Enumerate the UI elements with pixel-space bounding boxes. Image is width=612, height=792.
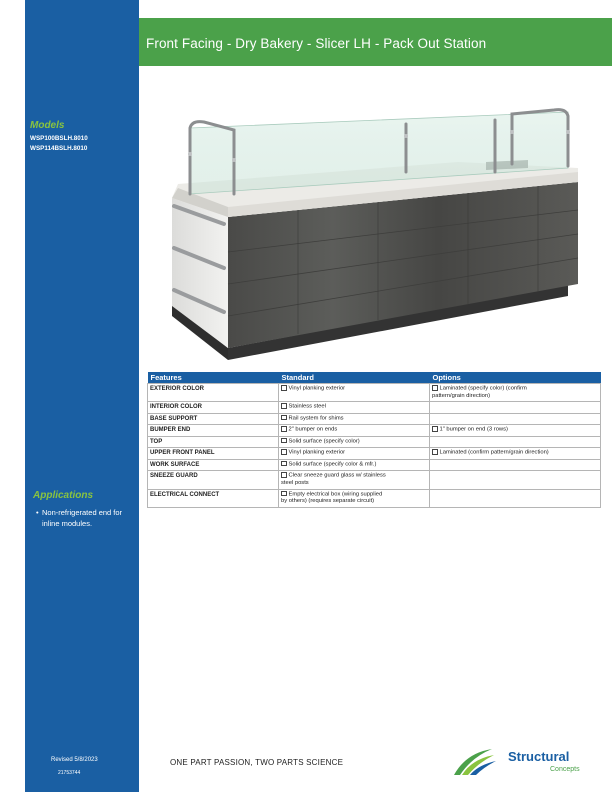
option-cell — [430, 402, 601, 414]
standard-cell — [279, 471, 430, 489]
standard-cell — [279, 448, 430, 460]
standard-cell — [279, 413, 430, 425]
standard-text: 2" bumper on ends — [288, 426, 338, 433]
feature-name: UPPER FRONT PANEL — [148, 448, 279, 460]
model-number: WSP114BSLH.8010 — [30, 145, 88, 152]
option-text: Laminated (specify color) (confirm pattern/grain direction) — [432, 385, 527, 399]
standard-text: Solid surface (specify color & mfr.) — [288, 461, 377, 468]
standard-text: Solid surface (specify color) — [288, 438, 360, 445]
table-row — [148, 489, 601, 507]
table-row — [148, 413, 601, 425]
feature-name: ELECTRICAL CONNECT — [148, 489, 279, 507]
document-number: 21753744 — [58, 770, 81, 776]
standard-text: Rail system for shims — [288, 415, 344, 422]
applications-title: Applications — [33, 490, 94, 501]
tagline: ONE PART PASSION, TWO PARTS SCIENCE — [170, 758, 344, 767]
logo-swoosh-icon — [454, 749, 496, 775]
checkbox-icon — [281, 426, 287, 432]
option-cell — [430, 425, 601, 437]
option-text: 1" bumper on end (3 rows) — [439, 426, 508, 433]
standard-cell — [279, 402, 430, 414]
checkbox-icon — [432, 426, 438, 432]
models-title: Models — [30, 120, 65, 131]
applications-list — [36, 507, 136, 529]
sidebar — [25, 0, 139, 792]
option-text: Laminated (confirm pattern/grain direction) — [439, 449, 549, 456]
standard-text: Stainless steel — [288, 403, 326, 410]
table-row — [148, 471, 601, 489]
table-row — [148, 384, 601, 402]
revised-date: Revised 5/8/2023 — [51, 757, 98, 763]
checkbox-icon — [281, 385, 287, 391]
logo-sub: Concepts — [550, 766, 580, 773]
column-header: Standard — [279, 372, 430, 384]
feature-name: BUMPER END — [148, 425, 279, 437]
table-row — [148, 459, 601, 471]
column-header: Features — [148, 372, 279, 384]
standard-cell — [279, 459, 430, 471]
option-cell — [430, 413, 601, 425]
table-row — [148, 436, 601, 448]
table-header-row — [148, 372, 601, 384]
product-image — [168, 102, 580, 364]
logo-word: Structural — [508, 749, 570, 764]
checkbox-icon — [281, 403, 287, 409]
feature-name: EXTERIOR COLOR — [148, 384, 279, 402]
checkbox-icon — [281, 461, 287, 467]
option-cell — [430, 489, 601, 507]
column-header: Options — [430, 372, 601, 384]
table-row — [148, 425, 601, 437]
checkbox-icon — [281, 472, 287, 478]
standard-cell — [279, 436, 430, 448]
feature-name: TOP — [148, 436, 279, 448]
model-number: WSP100BSLH.8010 — [30, 135, 88, 142]
feature-name: SNEEZE GUARD — [148, 471, 279, 489]
standard-cell — [279, 384, 430, 402]
checkbox-icon — [432, 385, 438, 391]
table-row — [148, 448, 601, 460]
standard-cell — [279, 489, 430, 507]
standard-text: Vinyl planking exterior — [288, 449, 346, 456]
option-cell — [430, 436, 601, 448]
option-cell — [430, 448, 601, 460]
checkbox-icon — [432, 449, 438, 455]
standard-text: Empty electrical box (wiring supplied by others) (requires separate circuit) — [281, 490, 383, 505]
standard-text: Clear sneeze guard glass w/ stainless steel posts — [281, 472, 386, 487]
application-text: Non-refrigerated end for inline modules. — [42, 508, 123, 528]
option-cell — [430, 459, 601, 471]
features-table — [147, 372, 601, 508]
feature-name: WORK SURFACE — [148, 459, 279, 471]
checkbox-icon — [281, 449, 287, 455]
feature-name: INTERIOR COLOR — [148, 402, 279, 414]
standard-text: Vinyl planking exterior — [288, 385, 346, 392]
option-cell — [430, 384, 601, 402]
bullet-icon: • — [36, 508, 39, 517]
structural-concepts-logo — [452, 745, 592, 779]
checkbox-icon — [281, 415, 287, 421]
application-item — [36, 507, 136, 529]
table-row — [148, 402, 601, 414]
feature-name: BASE SUPPORT — [148, 413, 279, 425]
page-title: Front Facing - Dry Bakery - Slicer LH - Pack Out Station — [146, 36, 487, 51]
standard-cell — [279, 425, 430, 437]
checkbox-icon — [281, 491, 287, 497]
checkbox-icon — [281, 438, 287, 444]
option-cell — [430, 471, 601, 489]
